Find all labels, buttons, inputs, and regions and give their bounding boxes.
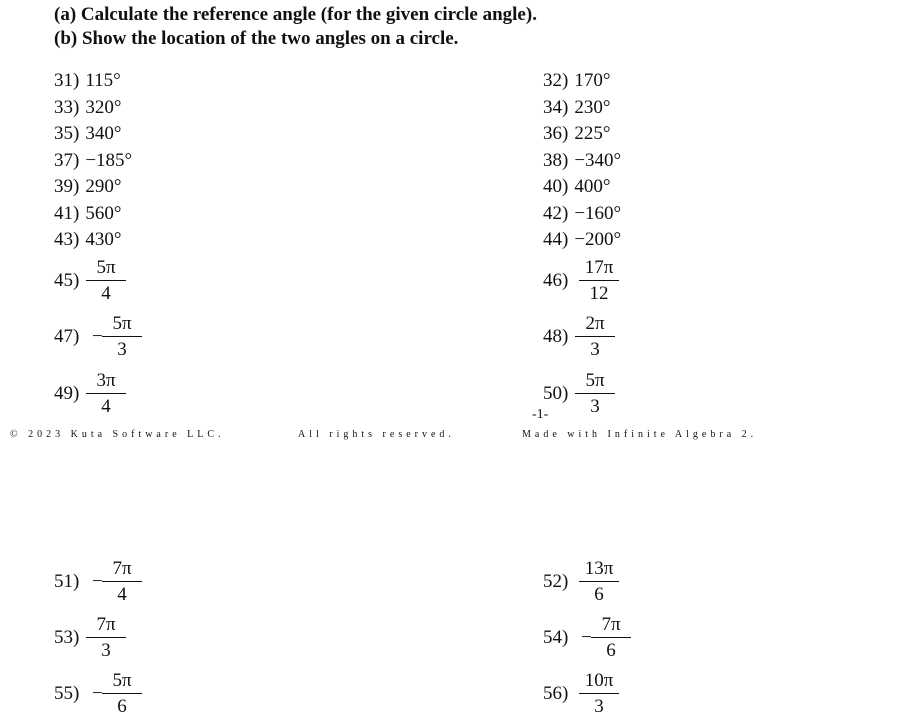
problem-number: 51) — [54, 571, 80, 592]
problem-number: 36) — [543, 123, 569, 144]
problem-52 — [543, 557, 633, 607]
problem-angle: −160° — [574, 203, 622, 224]
instruction-b: (b) Show the location of the two angles on a circle. — [54, 28, 459, 49]
fraction — [102, 557, 142, 606]
page-number: -1- — [532, 407, 549, 422]
fraction-denominator: 6 — [117, 696, 127, 717]
fraction — [579, 256, 619, 305]
fraction-numerator: 10π — [579, 669, 619, 694]
fraction-numerator: 13π — [579, 557, 619, 582]
fraction-numerator: 7π — [591, 613, 631, 638]
problem-50 — [543, 369, 633, 419]
fraction-denominator: 4 — [117, 584, 127, 605]
problem-42 — [543, 203, 621, 225]
problem-number: 37) — [54, 150, 80, 171]
problem-number: 40) — [543, 176, 569, 197]
problem-angle: 170° — [574, 70, 611, 91]
problem-number: 35) — [54, 123, 80, 144]
problem-37 — [54, 150, 132, 172]
problem-39 — [54, 176, 121, 198]
minus-sign: − — [581, 627, 592, 648]
minus-sign: − — [92, 683, 103, 704]
problem-number: 39) — [54, 176, 80, 197]
problem-angle: 115° — [85, 70, 121, 91]
problem-40 — [543, 176, 610, 198]
fraction-numerator: 5π — [86, 256, 126, 281]
problem-51 — [54, 557, 154, 607]
problem-49 — [54, 369, 134, 419]
problem-number: 33) — [54, 97, 80, 118]
problem-angle: 400° — [574, 176, 611, 197]
made-with-text: Made with Infinite Algebra 2. — [522, 429, 758, 440]
fraction-numerator: 5π — [575, 369, 615, 394]
rights-text: All rights reserved. — [298, 429, 455, 440]
problem-number: 44) — [543, 229, 569, 250]
problem-angle: −200° — [574, 229, 622, 250]
fraction — [579, 669, 619, 718]
problem-36 — [543, 123, 610, 145]
problem-32 — [543, 70, 610, 92]
problem-54 — [543, 613, 643, 663]
problem-angle: 430° — [85, 229, 122, 250]
fraction-denominator: 3 — [594, 696, 604, 717]
problem-46 — [543, 256, 633, 306]
problem-number: 52) — [543, 571, 569, 592]
problem-number: 54) — [543, 627, 569, 648]
fraction — [102, 312, 142, 361]
fraction — [86, 369, 126, 418]
problem-number: 53) — [54, 627, 80, 648]
fraction — [575, 369, 615, 418]
fraction — [591, 613, 631, 662]
problem-number: 50) — [543, 383, 569, 404]
fraction-denominator: 12 — [589, 283, 609, 304]
problem-31 — [54, 70, 121, 92]
problem-45 — [54, 256, 134, 306]
problem-number: 41) — [54, 203, 80, 224]
fraction — [102, 669, 142, 718]
fraction-denominator: 4 — [101, 283, 111, 304]
problem-38 — [543, 150, 621, 172]
problem-number: 42) — [543, 203, 569, 224]
minus-sign: − — [92, 326, 103, 347]
fraction-numerator: 2π — [575, 312, 615, 337]
fraction-numerator: 5π — [102, 312, 142, 337]
problem-number: 43) — [54, 229, 80, 250]
problem-angle: −185° — [85, 150, 133, 171]
problem-number: 38) — [543, 150, 569, 171]
minus-sign: − — [92, 571, 103, 592]
problem-angle: 340° — [85, 123, 122, 144]
fraction-numerator: 5π — [102, 669, 142, 694]
fraction — [86, 256, 126, 305]
problem-48 — [543, 312, 633, 362]
problem-35 — [54, 123, 121, 145]
fraction-denominator: 3 — [117, 339, 127, 360]
fraction-denominator: 6 — [606, 640, 616, 661]
problem-41 — [54, 203, 121, 225]
problem-number: 55) — [54, 683, 80, 704]
problem-43 — [54, 229, 121, 251]
problem-angle: 320° — [85, 97, 122, 118]
fraction-denominator: 6 — [594, 584, 604, 605]
copyright-text: © 2023 Kuta Software LLC. — [10, 429, 225, 440]
problem-44 — [543, 229, 621, 251]
fraction-numerator: 7π — [86, 613, 126, 638]
fraction-numerator: 3π — [86, 369, 126, 394]
problem-56 — [543, 669, 633, 719]
problem-number: 48) — [543, 326, 569, 347]
problem-number: 45) — [54, 270, 80, 291]
fraction-numerator: 7π — [102, 557, 142, 582]
problem-angle: 560° — [85, 203, 122, 224]
problem-angle: 225° — [574, 123, 611, 144]
problem-34 — [543, 97, 610, 119]
fraction-denominator: 4 — [101, 396, 111, 417]
problem-angle: 230° — [574, 97, 611, 118]
fraction — [86, 613, 126, 662]
problem-number: 34) — [543, 97, 569, 118]
problem-number: 31) — [54, 70, 80, 91]
problem-33 — [54, 97, 121, 119]
problem-number: 56) — [543, 683, 569, 704]
fraction-denominator: 3 — [590, 339, 600, 360]
problem-angle: −340° — [574, 150, 622, 171]
fraction-numerator: 17π — [579, 256, 619, 281]
fraction-denominator: 3 — [590, 396, 600, 417]
problem-number: 49) — [54, 383, 80, 404]
instruction-a: (a) Calculate the reference angle (for the given circle angle). — [54, 4, 537, 25]
problem-number: 47) — [54, 326, 80, 347]
problem-47 — [54, 312, 154, 362]
problem-53 — [54, 613, 134, 663]
problem-number: 46) — [543, 270, 569, 291]
fraction-denominator: 3 — [101, 640, 111, 661]
problem-55 — [54, 669, 154, 719]
fraction — [575, 312, 615, 361]
problem-angle: 290° — [85, 176, 122, 197]
problem-number: 32) — [543, 70, 569, 91]
fraction — [579, 557, 619, 606]
